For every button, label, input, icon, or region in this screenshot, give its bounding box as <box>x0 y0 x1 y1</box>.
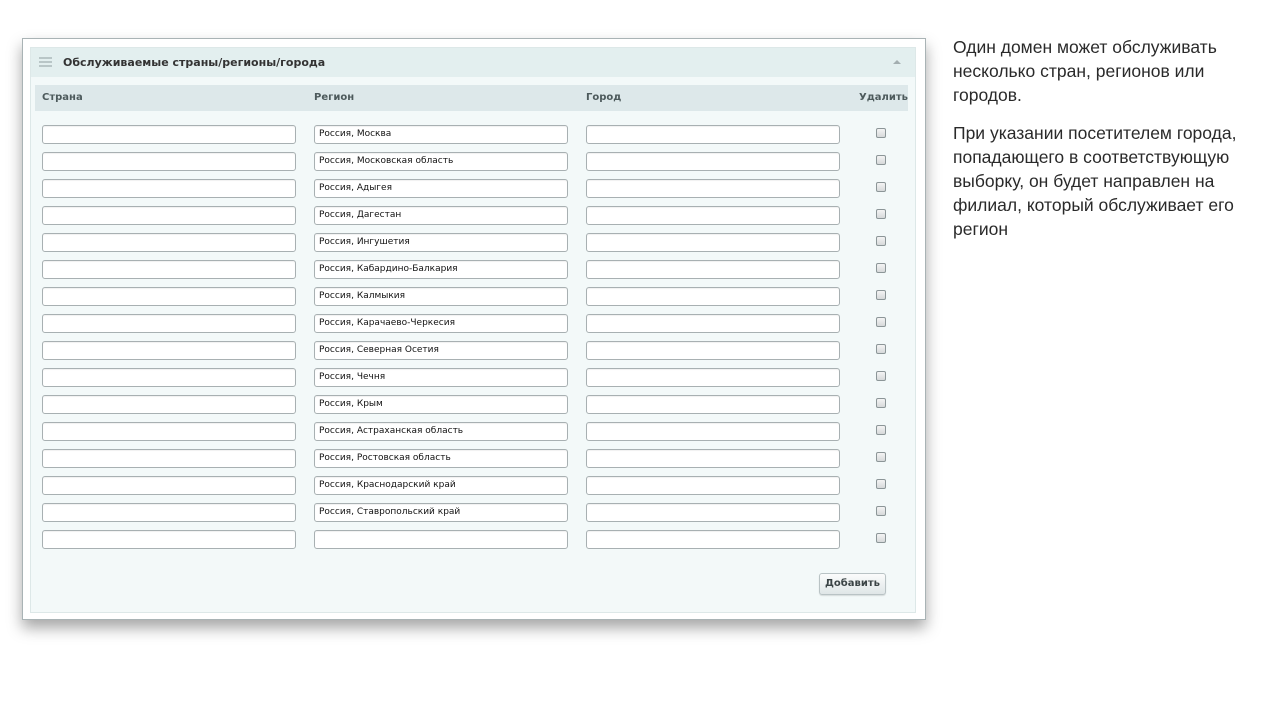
country-input[interactable] <box>42 287 296 306</box>
region-input[interactable]: Россия, Москва <box>314 125 568 144</box>
column-header-city: Город <box>586 92 622 103</box>
note-paragraph-1: Один домен может обслуживать несколько стран, регионов или городов. <box>953 37 1217 105</box>
panel-header <box>31 48 915 77</box>
delete-checkbox[interactable] <box>876 182 886 192</box>
served-areas-panel <box>30 47 916 613</box>
hamburger-icon[interactable] <box>39 57 52 68</box>
region-input[interactable]: Россия, Ингушетия <box>314 233 568 252</box>
city-input[interactable] <box>586 503 840 522</box>
panel-title: Обслуживаемые страны/регионы/города <box>63 56 326 69</box>
region-input[interactable]: Россия, Астраханская область <box>314 422 568 441</box>
country-input[interactable] <box>42 179 296 198</box>
table-row <box>31 476 915 503</box>
region-input[interactable]: Россия, Карачаево-Черкесия <box>314 314 568 333</box>
table-row <box>31 368 915 395</box>
city-input[interactable] <box>586 179 840 198</box>
country-input[interactable] <box>42 449 296 468</box>
country-input[interactable] <box>42 395 296 414</box>
region-input[interactable]: Россия, Калмыкия <box>314 287 568 306</box>
city-input[interactable] <box>586 287 840 306</box>
region-input[interactable]: Россия, Ставропольский край <box>314 503 568 522</box>
region-input[interactable]: Россия, Крым <box>314 395 568 414</box>
delete-checkbox[interactable] <box>876 155 886 165</box>
side-note <box>953 35 1273 255</box>
settings-window <box>22 38 926 620</box>
city-input[interactable] <box>586 152 840 171</box>
delete-checkbox[interactable] <box>876 317 886 327</box>
table-row <box>31 287 915 314</box>
city-input[interactable] <box>586 530 840 549</box>
region-input[interactable]: Россия, Адыгея <box>314 179 568 198</box>
country-input[interactable] <box>42 152 296 171</box>
table-row <box>31 206 915 233</box>
table-row <box>31 341 915 368</box>
region-input[interactable]: Россия, Кабардино-Балкария <box>314 260 568 279</box>
table-row <box>31 503 915 530</box>
delete-checkbox[interactable] <box>876 344 886 354</box>
region-input[interactable] <box>314 530 568 549</box>
note-paragraph-2: При указании посетителем города, попадающего в соответствующую выборку, он будет направлен на филиал, который обслуживает его регион <box>953 123 1237 239</box>
country-input[interactable] <box>42 206 296 225</box>
delete-checkbox[interactable] <box>876 506 886 516</box>
table-row <box>31 422 915 449</box>
delete-checkbox[interactable] <box>876 425 886 435</box>
table-row <box>31 233 915 260</box>
collapse-triangle-icon[interactable] <box>893 60 901 64</box>
rows-list <box>31 125 915 557</box>
country-input[interactable] <box>42 341 296 360</box>
country-input[interactable] <box>42 233 296 252</box>
add-button[interactable]: Добавить <box>819 573 886 595</box>
delete-checkbox[interactable] <box>876 290 886 300</box>
country-input[interactable] <box>42 503 296 522</box>
table-row <box>31 125 915 152</box>
table-row <box>31 260 915 287</box>
country-input[interactable] <box>42 260 296 279</box>
city-input[interactable] <box>586 341 840 360</box>
city-input[interactable] <box>586 395 840 414</box>
table-row <box>31 530 915 557</box>
region-input[interactable]: Россия, Дагестан <box>314 206 568 225</box>
delete-checkbox[interactable] <box>876 452 886 462</box>
delete-checkbox[interactable] <box>876 398 886 408</box>
city-input[interactable] <box>586 314 840 333</box>
country-input[interactable] <box>42 368 296 387</box>
delete-checkbox[interactable] <box>876 263 886 273</box>
region-input[interactable]: Россия, Северная Осетия <box>314 341 568 360</box>
table-row <box>31 152 915 179</box>
region-input[interactable]: Россия, Московская область <box>314 152 568 171</box>
column-headers <box>35 85 908 111</box>
country-input[interactable] <box>42 422 296 441</box>
city-input[interactable] <box>586 206 840 225</box>
delete-checkbox[interactable] <box>876 479 886 489</box>
country-input[interactable] <box>42 125 296 144</box>
country-input[interactable] <box>42 530 296 549</box>
country-input[interactable] <box>42 476 296 495</box>
city-input[interactable] <box>586 233 840 252</box>
country-input[interactable] <box>42 314 296 333</box>
region-input[interactable]: Россия, Краснодарский край <box>314 476 568 495</box>
table-row <box>31 314 915 341</box>
city-input[interactable] <box>586 260 840 279</box>
column-header-region: Регион <box>314 92 355 103</box>
table-row <box>31 395 915 422</box>
table-row <box>31 449 915 476</box>
city-input[interactable] <box>586 476 840 495</box>
column-header-delete: Удалить <box>859 92 908 103</box>
delete-checkbox[interactable] <box>876 209 886 219</box>
delete-checkbox[interactable] <box>876 533 886 543</box>
region-input[interactable]: Россия, Ростовская область <box>314 449 568 468</box>
table-row <box>31 179 915 206</box>
column-header-country: Страна <box>42 92 83 103</box>
city-input[interactable] <box>586 368 840 387</box>
city-input[interactable] <box>586 125 840 144</box>
city-input[interactable] <box>586 449 840 468</box>
city-input[interactable] <box>586 422 840 441</box>
delete-checkbox[interactable] <box>876 128 886 138</box>
region-input[interactable]: Россия, Чечня <box>314 368 568 387</box>
delete-checkbox[interactable] <box>876 371 886 381</box>
delete-checkbox[interactable] <box>876 236 886 246</box>
